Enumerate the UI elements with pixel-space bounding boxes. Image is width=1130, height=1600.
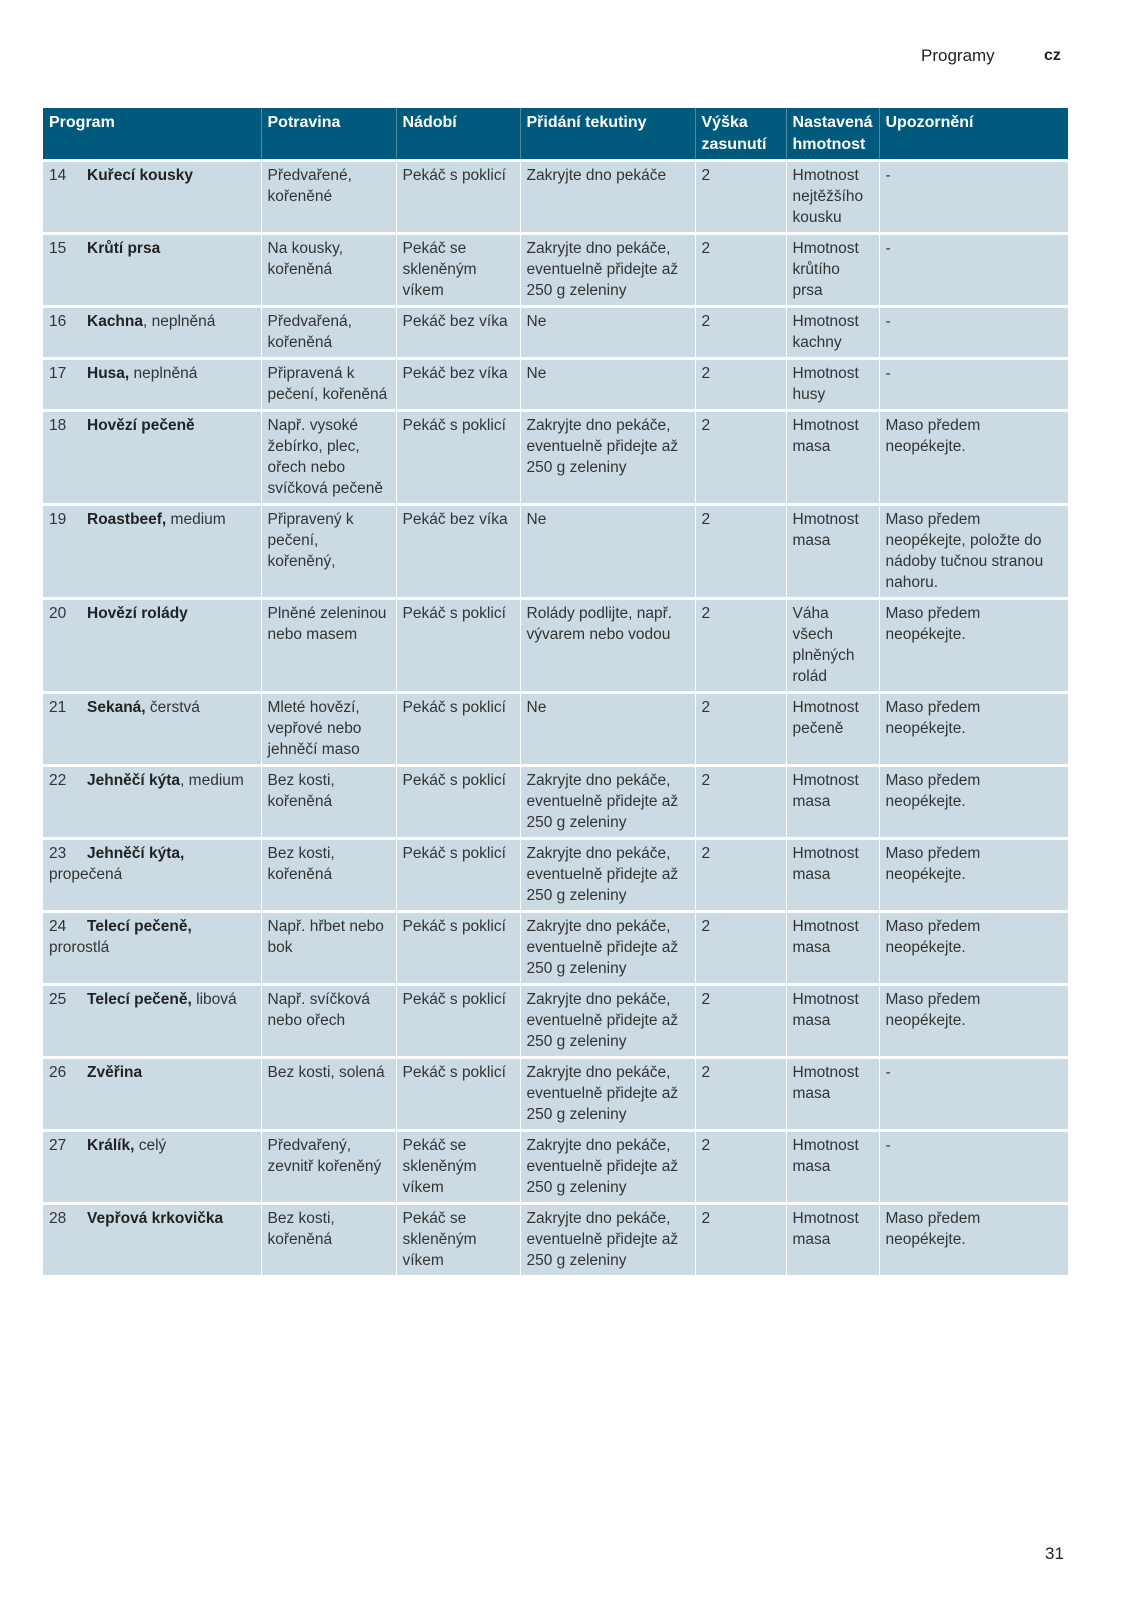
- height-cell: 2: [695, 1058, 786, 1131]
- column-header: Nastavená hmotnost: [786, 108, 879, 161]
- program-name-extra: neplněná: [129, 365, 198, 382]
- column-header: Přidání tekutiny: [520, 108, 695, 161]
- dish-cell: Pekáč s poklicí: [396, 912, 520, 985]
- program-number: 14: [49, 167, 67, 184]
- table-row: [43, 505, 1068, 599]
- weight-cell: Hmotnost husy: [786, 359, 879, 411]
- food-cell: Např. svíčková nebo ořech: [261, 985, 396, 1058]
- program-name: Husa,: [87, 365, 130, 382]
- weight-cell: Hmotnost kachny: [786, 307, 879, 359]
- table-row: [43, 1131, 1068, 1204]
- program-cell: [43, 599, 261, 693]
- program-number: 22: [49, 772, 67, 789]
- note-cell: Maso předem neopékejte.: [879, 693, 1068, 766]
- height-cell: 2: [695, 234, 786, 307]
- program-name-extra: medium: [166, 511, 226, 528]
- program-name: Kuřecí kousky: [87, 167, 193, 184]
- liquid-cell: Zakryjte dno pekáče, eventuelně přidejte až 250 g zeleniny: [520, 411, 695, 505]
- program-cell: [43, 1204, 261, 1276]
- food-cell: Bez kosti, solená: [261, 1058, 396, 1131]
- program-name: Telecí pečeně,: [87, 991, 192, 1008]
- height-cell: 2: [695, 411, 786, 505]
- column-header: Upozornění: [879, 108, 1068, 161]
- liquid-cell: Zakryjte dno pekáče, eventuelně přidejte až 250 g zeleniny: [520, 839, 695, 912]
- weight-cell: Hmotnost masa: [786, 766, 879, 839]
- food-cell: Např. hřbet nebo bok: [261, 912, 396, 985]
- program-name: Zvěřina: [87, 1064, 143, 1081]
- program-name: Králík,: [87, 1137, 135, 1154]
- weight-cell: Hmotnost masa: [786, 411, 879, 505]
- height-cell: 2: [695, 839, 786, 912]
- program-name-extra: libová: [191, 991, 237, 1008]
- program-number: 16: [49, 313, 67, 330]
- program-number: 24: [49, 918, 67, 935]
- program-name: Hovězí pečeně: [87, 417, 195, 434]
- program-name-extra: čerstvá: [145, 699, 200, 716]
- program-name-extra: celý: [134, 1137, 167, 1154]
- program-cell: [43, 839, 261, 912]
- program-cell: [43, 912, 261, 985]
- height-cell: 2: [695, 912, 786, 985]
- table-row: [43, 985, 1068, 1058]
- note-cell: -: [879, 234, 1068, 307]
- note-cell: -: [879, 359, 1068, 411]
- program-name: Roastbeef,: [87, 511, 167, 528]
- dish-cell: Pekáč bez víka: [396, 307, 520, 359]
- program-name-extra: , neplněná: [143, 313, 216, 330]
- liquid-cell: Ne: [520, 505, 695, 599]
- note-cell: Maso předem neopékejte.: [879, 411, 1068, 505]
- table-row: [43, 307, 1068, 359]
- dish-cell: Pekáč s poklicí: [396, 1058, 520, 1131]
- program-number: 19: [49, 511, 67, 528]
- table-row: [43, 912, 1068, 985]
- table-row: [43, 693, 1068, 766]
- height-cell: 2: [695, 766, 786, 839]
- table-header: [43, 108, 1068, 161]
- program-number: 18: [49, 417, 67, 434]
- program-cell: [43, 766, 261, 839]
- weight-cell: Hmotnost krůtího prsa: [786, 234, 879, 307]
- program-cell: [43, 359, 261, 411]
- program-number: 21: [49, 699, 67, 716]
- food-cell: Na kousky, kořeněná: [261, 234, 396, 307]
- food-cell: Předvařený, zevnitř kořeněný: [261, 1131, 396, 1204]
- table-header-row: [43, 108, 1068, 161]
- height-cell: 2: [695, 307, 786, 359]
- page-header-lang: cz: [1044, 47, 1061, 64]
- weight-cell: Hmotnost masa: [786, 1058, 879, 1131]
- note-cell: Maso předem neopékejte.: [879, 1204, 1068, 1276]
- column-header: Nádobí: [396, 108, 520, 161]
- program-cell: [43, 161, 261, 234]
- program-number: 25: [49, 991, 67, 1008]
- liquid-cell: Zakryjte dno pekáče, eventuelně přidejte až 250 g zeleniny: [520, 912, 695, 985]
- note-cell: -: [879, 1058, 1068, 1131]
- liquid-cell: Rolády podlijte, např. vývarem nebo vodou: [520, 599, 695, 693]
- liquid-cell: Zakryjte dno pekáče, eventuelně přidejte až 250 g zeleniny: [520, 1058, 695, 1131]
- note-cell: Maso předem neopékejte.: [879, 912, 1068, 985]
- height-cell: 2: [695, 599, 786, 693]
- weight-cell: Hmotnost masa: [786, 1131, 879, 1204]
- liquid-cell: Ne: [520, 693, 695, 766]
- program-number: 17: [49, 365, 67, 382]
- page-number: 31: [1045, 1544, 1064, 1563]
- liquid-cell: Ne: [520, 307, 695, 359]
- weight-cell: Hmotnost masa: [786, 985, 879, 1058]
- liquid-cell: Zakryjte dno pekáče: [520, 161, 695, 234]
- program-cell: [43, 693, 261, 766]
- column-header: Výška zasunutí: [695, 108, 786, 161]
- note-cell: Maso předem neopékejte.: [879, 599, 1068, 693]
- program-name: Telecí pečeně,: [87, 918, 192, 935]
- note-cell: Maso předem neopékejte.: [879, 985, 1068, 1058]
- food-cell: Mleté hovězí, vepřové nebo jehněčí maso: [261, 693, 396, 766]
- liquid-cell: Zakryjte dno pekáče, eventuelně přidejte až 250 g zeleniny: [520, 985, 695, 1058]
- table-row: [43, 1058, 1068, 1131]
- dish-cell: Pekáč s poklicí: [396, 693, 520, 766]
- food-cell: Bez kosti, kořeněná: [261, 1204, 396, 1276]
- program-cell: [43, 1058, 261, 1131]
- page-header-section: Programy: [921, 46, 995, 65]
- program-name: Vepřová krkovička: [87, 1210, 224, 1227]
- note-cell: -: [879, 307, 1068, 359]
- program-number: 15: [49, 240, 67, 257]
- program-name-extra: , medium: [180, 772, 244, 789]
- liquid-cell: Zakryjte dno pekáče, eventuelně přidejte až 250 g zeleniny: [520, 234, 695, 307]
- liquid-cell: Zakryjte dno pekáče, eventuelně přidejte až 250 g zeleniny: [520, 766, 695, 839]
- program-name-extra: prorostlá: [49, 939, 110, 956]
- program-name-extra: propečená: [49, 866, 123, 883]
- table-row: [43, 234, 1068, 307]
- weight-cell: Hmotnost nejtěžšího kousku: [786, 161, 879, 234]
- weight-cell: Hmotnost pečeně: [786, 693, 879, 766]
- program-number: 23: [49, 845, 67, 862]
- food-cell: Předvařená, kořeněná: [261, 307, 396, 359]
- program-number: 20: [49, 605, 67, 622]
- program-name: Jehněčí kýta,: [87, 845, 185, 862]
- food-cell: Bez kosti, kořeněná: [261, 839, 396, 912]
- dish-cell: Pekáč se skleněným víkem: [396, 1131, 520, 1204]
- table-row: [43, 359, 1068, 411]
- program-cell: [43, 1131, 261, 1204]
- height-cell: 2: [695, 359, 786, 411]
- height-cell: 2: [695, 161, 786, 234]
- table-row: [43, 839, 1068, 912]
- column-header: Potravina: [261, 108, 396, 161]
- table-row: [43, 766, 1068, 839]
- table-row: [43, 411, 1068, 505]
- dish-cell: Pekáč bez víka: [396, 359, 520, 411]
- program-cell: [43, 307, 261, 359]
- weight-cell: Hmotnost masa: [786, 912, 879, 985]
- program-number: 26: [49, 1064, 67, 1081]
- programs-table-wrapper: [43, 108, 1068, 1275]
- liquid-cell: Ne: [520, 359, 695, 411]
- dish-cell: Pekáč s poklicí: [396, 985, 520, 1058]
- note-cell: Maso předem neopékejte.: [879, 839, 1068, 912]
- table-row: [43, 161, 1068, 234]
- weight-cell: Váha všech plněných rolád: [786, 599, 879, 693]
- dish-cell: Pekáč bez víka: [396, 505, 520, 599]
- dish-cell: Pekáč se skleněným víkem: [396, 234, 520, 307]
- table-row: [43, 599, 1068, 693]
- food-cell: Připravená k pečení, kořeněná: [261, 359, 396, 411]
- program-cell: [43, 234, 261, 307]
- height-cell: 2: [695, 1204, 786, 1276]
- program-name: Hovězí rolády: [87, 605, 188, 622]
- program-number: 27: [49, 1137, 67, 1154]
- dish-cell: Pekáč s poklicí: [396, 766, 520, 839]
- note-cell: -: [879, 1131, 1068, 1204]
- food-cell: Předvařené, kořeněné: [261, 161, 396, 234]
- dish-cell: Pekáč s poklicí: [396, 599, 520, 693]
- program-name: Krůtí prsa: [87, 240, 161, 257]
- column-header: Program: [43, 108, 261, 161]
- note-cell: Maso předem neopékejte, položte do nádoby tučnou stranou nahoru.: [879, 505, 1068, 599]
- height-cell: 2: [695, 505, 786, 599]
- weight-cell: Hmotnost masa: [786, 505, 879, 599]
- height-cell: 2: [695, 985, 786, 1058]
- dish-cell: Pekáč s poklicí: [396, 161, 520, 234]
- food-cell: Připravený k pečení, kořeněný,: [261, 505, 396, 599]
- weight-cell: Hmotnost masa: [786, 1204, 879, 1276]
- liquid-cell: Zakryjte dno pekáče, eventuelně přidejte až 250 g zeleniny: [520, 1131, 695, 1204]
- programs-table: [43, 108, 1068, 1275]
- dish-cell: Pekáč se skleněným víkem: [396, 1204, 520, 1276]
- height-cell: 2: [695, 693, 786, 766]
- program-name: Kachna: [87, 313, 143, 330]
- note-cell: Maso předem neopékejte.: [879, 766, 1068, 839]
- program-cell: [43, 985, 261, 1058]
- program-name: Jehněčí kýta: [87, 772, 181, 789]
- program-name: Sekaná,: [87, 699, 146, 716]
- food-cell: Plněné zeleninou nebo masem: [261, 599, 396, 693]
- dish-cell: Pekáč s poklicí: [396, 411, 520, 505]
- program-cell: [43, 411, 261, 505]
- weight-cell: Hmotnost masa: [786, 839, 879, 912]
- program-number: 28: [49, 1210, 67, 1227]
- table-body: [43, 161, 1068, 1276]
- food-cell: Např. vysoké žebírko, plec, ořech nebo svíčková pečeně: [261, 411, 396, 505]
- food-cell: Bez kosti, kořeněná: [261, 766, 396, 839]
- note-cell: -: [879, 161, 1068, 234]
- liquid-cell: Zakryjte dno pekáče, eventuelně přidejte až 250 g zeleniny: [520, 1204, 695, 1276]
- program-cell: [43, 505, 261, 599]
- table-row: [43, 1204, 1068, 1276]
- height-cell: 2: [695, 1131, 786, 1204]
- dish-cell: Pekáč s poklicí: [396, 839, 520, 912]
